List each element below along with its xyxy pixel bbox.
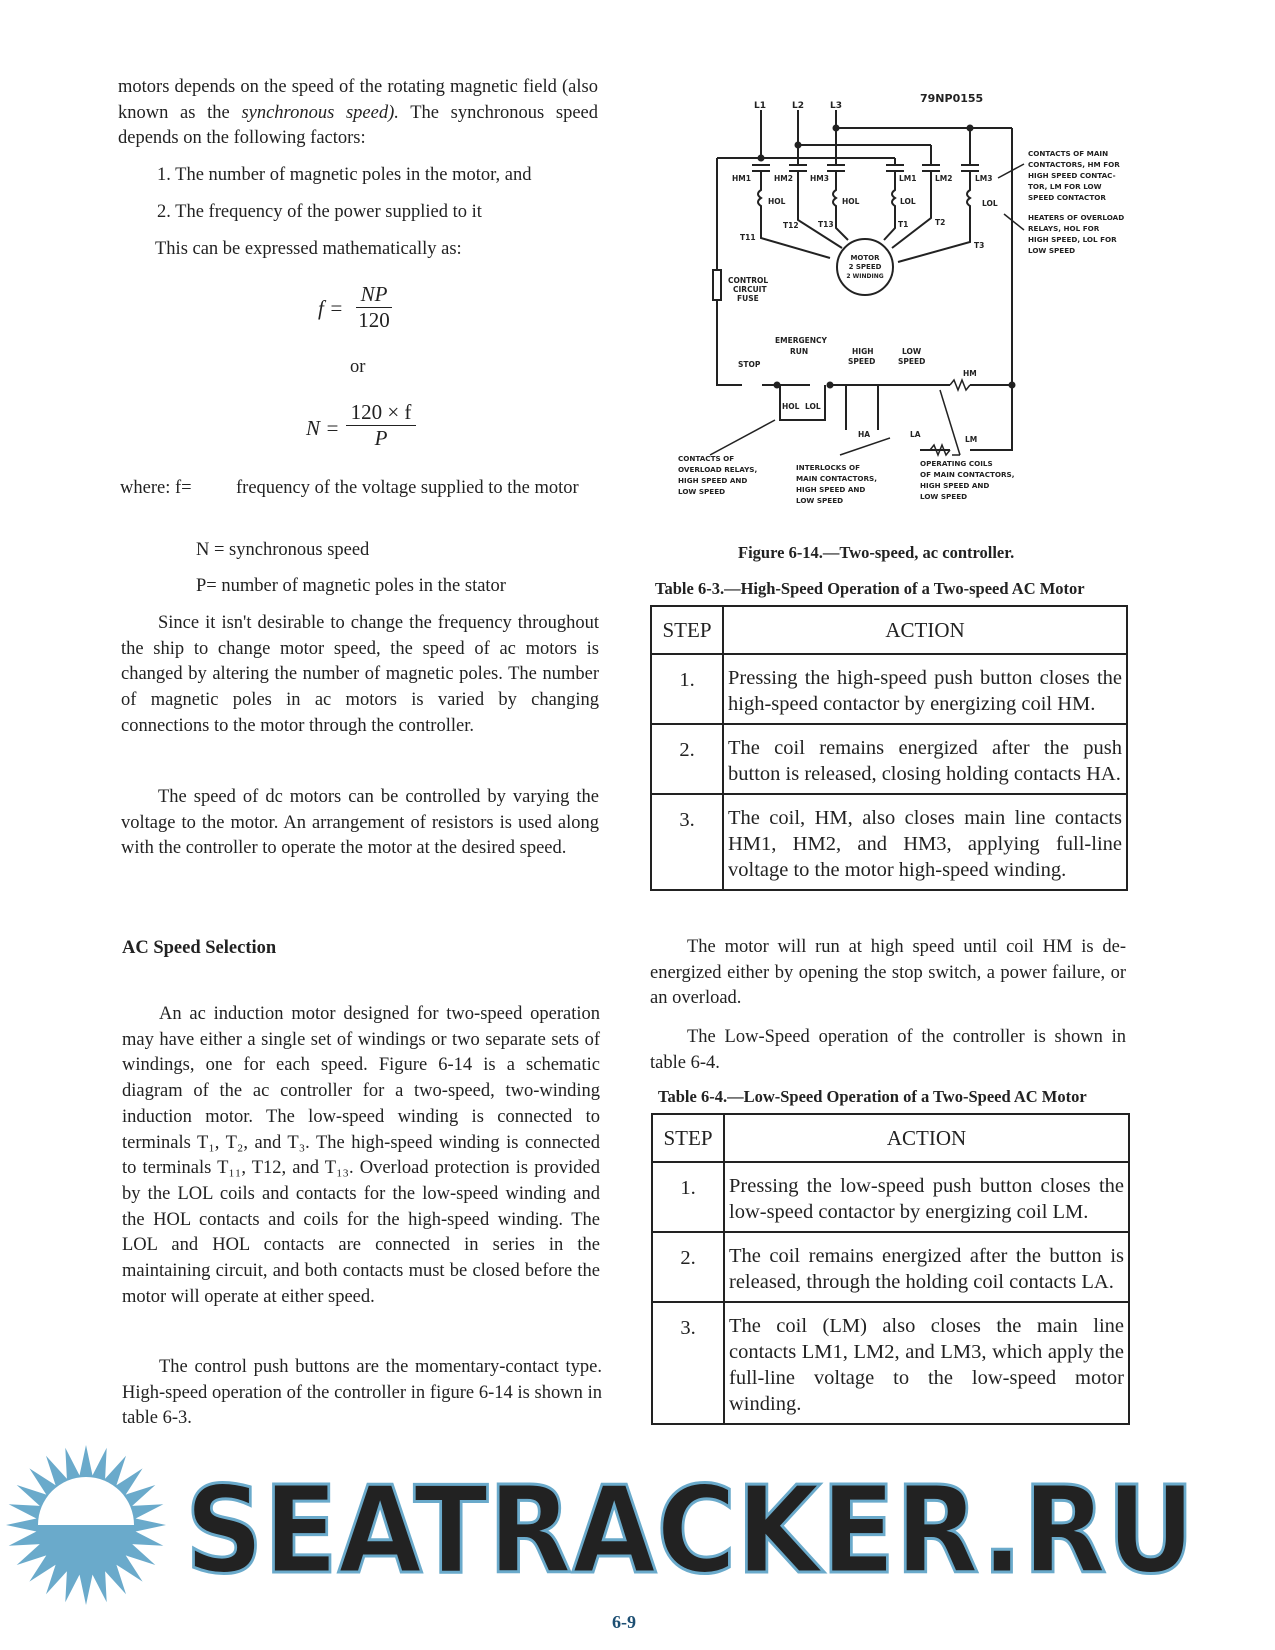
heater-label: LOL [982, 199, 998, 208]
fuse-label: CONTROL [728, 276, 769, 285]
ha-label: HA [858, 430, 871, 439]
low-speed-label: SPEED [898, 357, 926, 366]
paragraph-ac-speed: An ac induction motor designed for two-speed operation may have either a single set of windings or two separate sets of windings, one for each speed. Figure 6-14 is a schematic diagram of the ac controller for a two-speed, two-winding induction motor. The low-speed winding is connected to terminals T₁, T₂, and T₃. The high-speed winding is connected to terminals T₁₁, T12, and T₁₃. Overload protection is provided by the LOL coils and contacts for the low-speed winding and the HOL contacts and coils for the high-speed winding. The LOL and HOL contacts are connected in series in the maintaining circuit, and both contacts must be closed before the motor will operate at either speed. [122, 1004, 600, 1307]
watermark [0, 1440, 1275, 1605]
motor-label: 2 WINDING [846, 273, 884, 280]
note-contacts: CONTACTS OF MAIN [1028, 149, 1109, 158]
table-6-3 [650, 605, 1128, 891]
step-cell: 3. [651, 794, 723, 890]
high-speed-label: HIGH [852, 347, 874, 356]
formula-denominator: P [374, 426, 388, 450]
terminal-label: T12 [783, 221, 799, 230]
figure-caption: Figure 6-14.—Two-speed, ac controller. [738, 543, 1015, 562]
action-cell: The coil, HM, also closes main line contacts HM1, HM2, and HM3, applying full-line voltage to the motor high-speed winding. [723, 794, 1127, 890]
step-cell: 1. [651, 654, 723, 724]
table-row [651, 654, 1127, 724]
header-step: STEP [651, 606, 723, 654]
note-interlocks: MAIN CONTACTORS, [796, 474, 877, 483]
motor-label: 2 SPEED [848, 263, 882, 271]
line-label: L3 [830, 101, 842, 111]
controller-schematic [670, 80, 1140, 520]
action-cell: Pressing the high-speed push button closes the high-speed contactor by energizing coil HM. [723, 654, 1127, 724]
formula-denominator: 120 [358, 308, 390, 332]
text: The synchronous speed depends on the following factors: [118, 102, 599, 149]
paragraph-synchronous-speed [118, 75, 598, 152]
terminal-label: T13 [818, 220, 834, 229]
note-coils: LOW SPEED [920, 492, 968, 501]
line-label: L1 [754, 101, 766, 111]
table-6-3-title: Table 6-3.—High-Speed Operation of a Two-speed AC Motor [655, 579, 1085, 598]
table-row [651, 794, 1127, 890]
heater-label: HOL [768, 197, 786, 206]
contact-label: HM2 [774, 174, 793, 183]
text: motors depends on the speed of the rotating magnetic field (also known as the [118, 77, 598, 123]
step-cell: 1. [652, 1162, 724, 1232]
table-6-4-title: Table 6-4.—Low-Speed Operation of a Two-Speed AC Motor [658, 1087, 1087, 1106]
action-cell: The coil (LM) also closes the main line contacts LM1, LM2, and LM3, which apply the full-line voltage to the low-speed motor winding. [724, 1302, 1129, 1424]
note-overload: OVERLOAD RELAYS, [678, 465, 758, 474]
where-label: where: f= [120, 478, 192, 498]
note-coils: OPERATING COILS [920, 459, 993, 468]
table-row [651, 724, 1127, 794]
note-overload: HIGH SPEED AND [678, 476, 748, 485]
where-f: frequency of the voltage supplied to the motor [236, 478, 579, 498]
heater-label: LOL [900, 197, 916, 206]
contact-label: LM2 [935, 174, 953, 183]
header-action: ACTION [724, 1114, 1129, 1162]
where-p: P= number of magnetic poles in the stator [196, 576, 506, 596]
italic-term: synchronous speed). [241, 102, 399, 123]
heater-label: HOL [842, 197, 860, 206]
math-intro: This can be expressed mathematically as: [155, 239, 462, 259]
formula-numerator: 120 × f [346, 400, 416, 426]
note-interlocks: LOW SPEED [796, 496, 844, 505]
table-6-4 [651, 1113, 1130, 1425]
table-row [652, 1302, 1129, 1424]
terminal-label: T1 [898, 220, 909, 229]
note-coils: HIGH SPEED AND [920, 481, 990, 490]
hm-label: HM [963, 369, 977, 378]
note-heaters: HEATERS OF OVERLOAD [1028, 213, 1125, 222]
header-action: ACTION [723, 606, 1127, 654]
contact-label: HM3 [810, 174, 829, 183]
emergency-label: EMERGENCY [775, 336, 827, 345]
action-cell: Pressing the low-speed push button closes the low-speed contactor by energizing coil LM. [724, 1162, 1129, 1232]
paragraph-push-buttons: The control push buttons are the momentary-contact type. High-speed operation of the controller in figure 6-14 is shown in table 6-3. [122, 1357, 602, 1429]
sun-logo-icon [6, 1445, 166, 1605]
note-overload: LOW SPEED [678, 487, 726, 496]
figure-id: 79NP0155 [920, 92, 984, 105]
low-speed-label: LOW [902, 347, 922, 356]
terminal-label: T11 [740, 233, 756, 242]
action-cell: The coil remains energized after the push button is released, closing holding contacts HA. [723, 724, 1127, 794]
step-cell: 3. [652, 1302, 724, 1424]
note-heaters: HIGH SPEED, LOL FOR [1028, 235, 1117, 244]
note-contacts: CONTACTORS, HM FOR [1028, 160, 1120, 169]
note-interlocks: HIGH SPEED AND [796, 485, 866, 494]
lm-label: LM [965, 435, 978, 444]
emergency-label: RUN [790, 347, 809, 356]
note-contacts: TOR, LM FOR LOW [1028, 182, 1102, 191]
watermark-text: SEATRACKER.RU [185, 1462, 1195, 1601]
note-heaters: LOW SPEED [1028, 246, 1076, 255]
lol-label: LOL [805, 402, 821, 411]
list-item: 1. The number of magnetic poles in the motor, and [157, 165, 532, 185]
paragraph-high-speed-run: The motor will run at high speed until coil HM is de-energized either by opening the stop switch, a power failure, or an overload. [650, 937, 1126, 1009]
header-step: STEP [652, 1114, 724, 1162]
paragraph-dc-motors: The speed of dc motors can be controlled by varying the voltage to the motor. An arrangement of resistors is used along with the controller to operate the motor at the desired speed. [121, 787, 599, 859]
paragraph-low-speed-intro: The Low-Speed operation of the controller is shown in table 6-4. [650, 1027, 1126, 1073]
page-number: 6-9 [612, 1612, 636, 1632]
formula-numerator: NP [356, 282, 392, 308]
formula-lhs: N = [306, 416, 340, 440]
where-n: N = synchronous speed [196, 540, 370, 560]
motor-label: MOTOR [850, 254, 880, 262]
list-item: 2. The frequency of the power supplied to it [157, 202, 482, 222]
high-speed-label: SPEED [848, 357, 876, 366]
hol-label: HOL [782, 402, 800, 411]
fuse-label: FUSE [737, 294, 759, 303]
contact-label: LM1 [899, 174, 917, 183]
step-cell: 2. [651, 724, 723, 794]
action-cell: The coil remains energized after the button is released, through the holding coil contacts LA. [724, 1232, 1129, 1302]
terminal-label: T2 [935, 218, 946, 227]
stop-label: STOP [738, 360, 761, 369]
note-contacts: SPEED CONTACTOR [1028, 193, 1106, 202]
note-contacts: HIGH SPEED CONTAC- [1028, 171, 1116, 180]
table-row [652, 1232, 1129, 1302]
note-heaters: RELAYS, HOL FOR [1028, 224, 1100, 233]
fuse-label: CIRCUIT [733, 285, 767, 294]
note-interlocks: INTERLOCKS OF [796, 463, 861, 472]
contact-label: LM3 [975, 174, 993, 183]
section-heading: AC Speed Selection [122, 938, 277, 958]
contact-label: HM1 [732, 174, 751, 183]
or-text: or [350, 357, 366, 377]
line-label: L2 [792, 101, 804, 111]
note-overload: CONTACTS OF [678, 454, 735, 463]
formula-lhs: f = [318, 296, 344, 320]
terminal-label: T3 [974, 241, 985, 250]
step-cell: 2. [652, 1232, 724, 1302]
la-label: LA [910, 430, 921, 439]
table-row [652, 1162, 1129, 1232]
note-coils: OF MAIN CONTACTORS, [920, 470, 1015, 479]
paragraph-frequency: Since it isn't desirable to change the frequency throughout the ship to change motor speed, the speed of ac motors is changed by altering the number of magnetic poles. The number of magnetic poles in ac motors is varied by changing connections to the motor through the controller. [121, 613, 599, 736]
